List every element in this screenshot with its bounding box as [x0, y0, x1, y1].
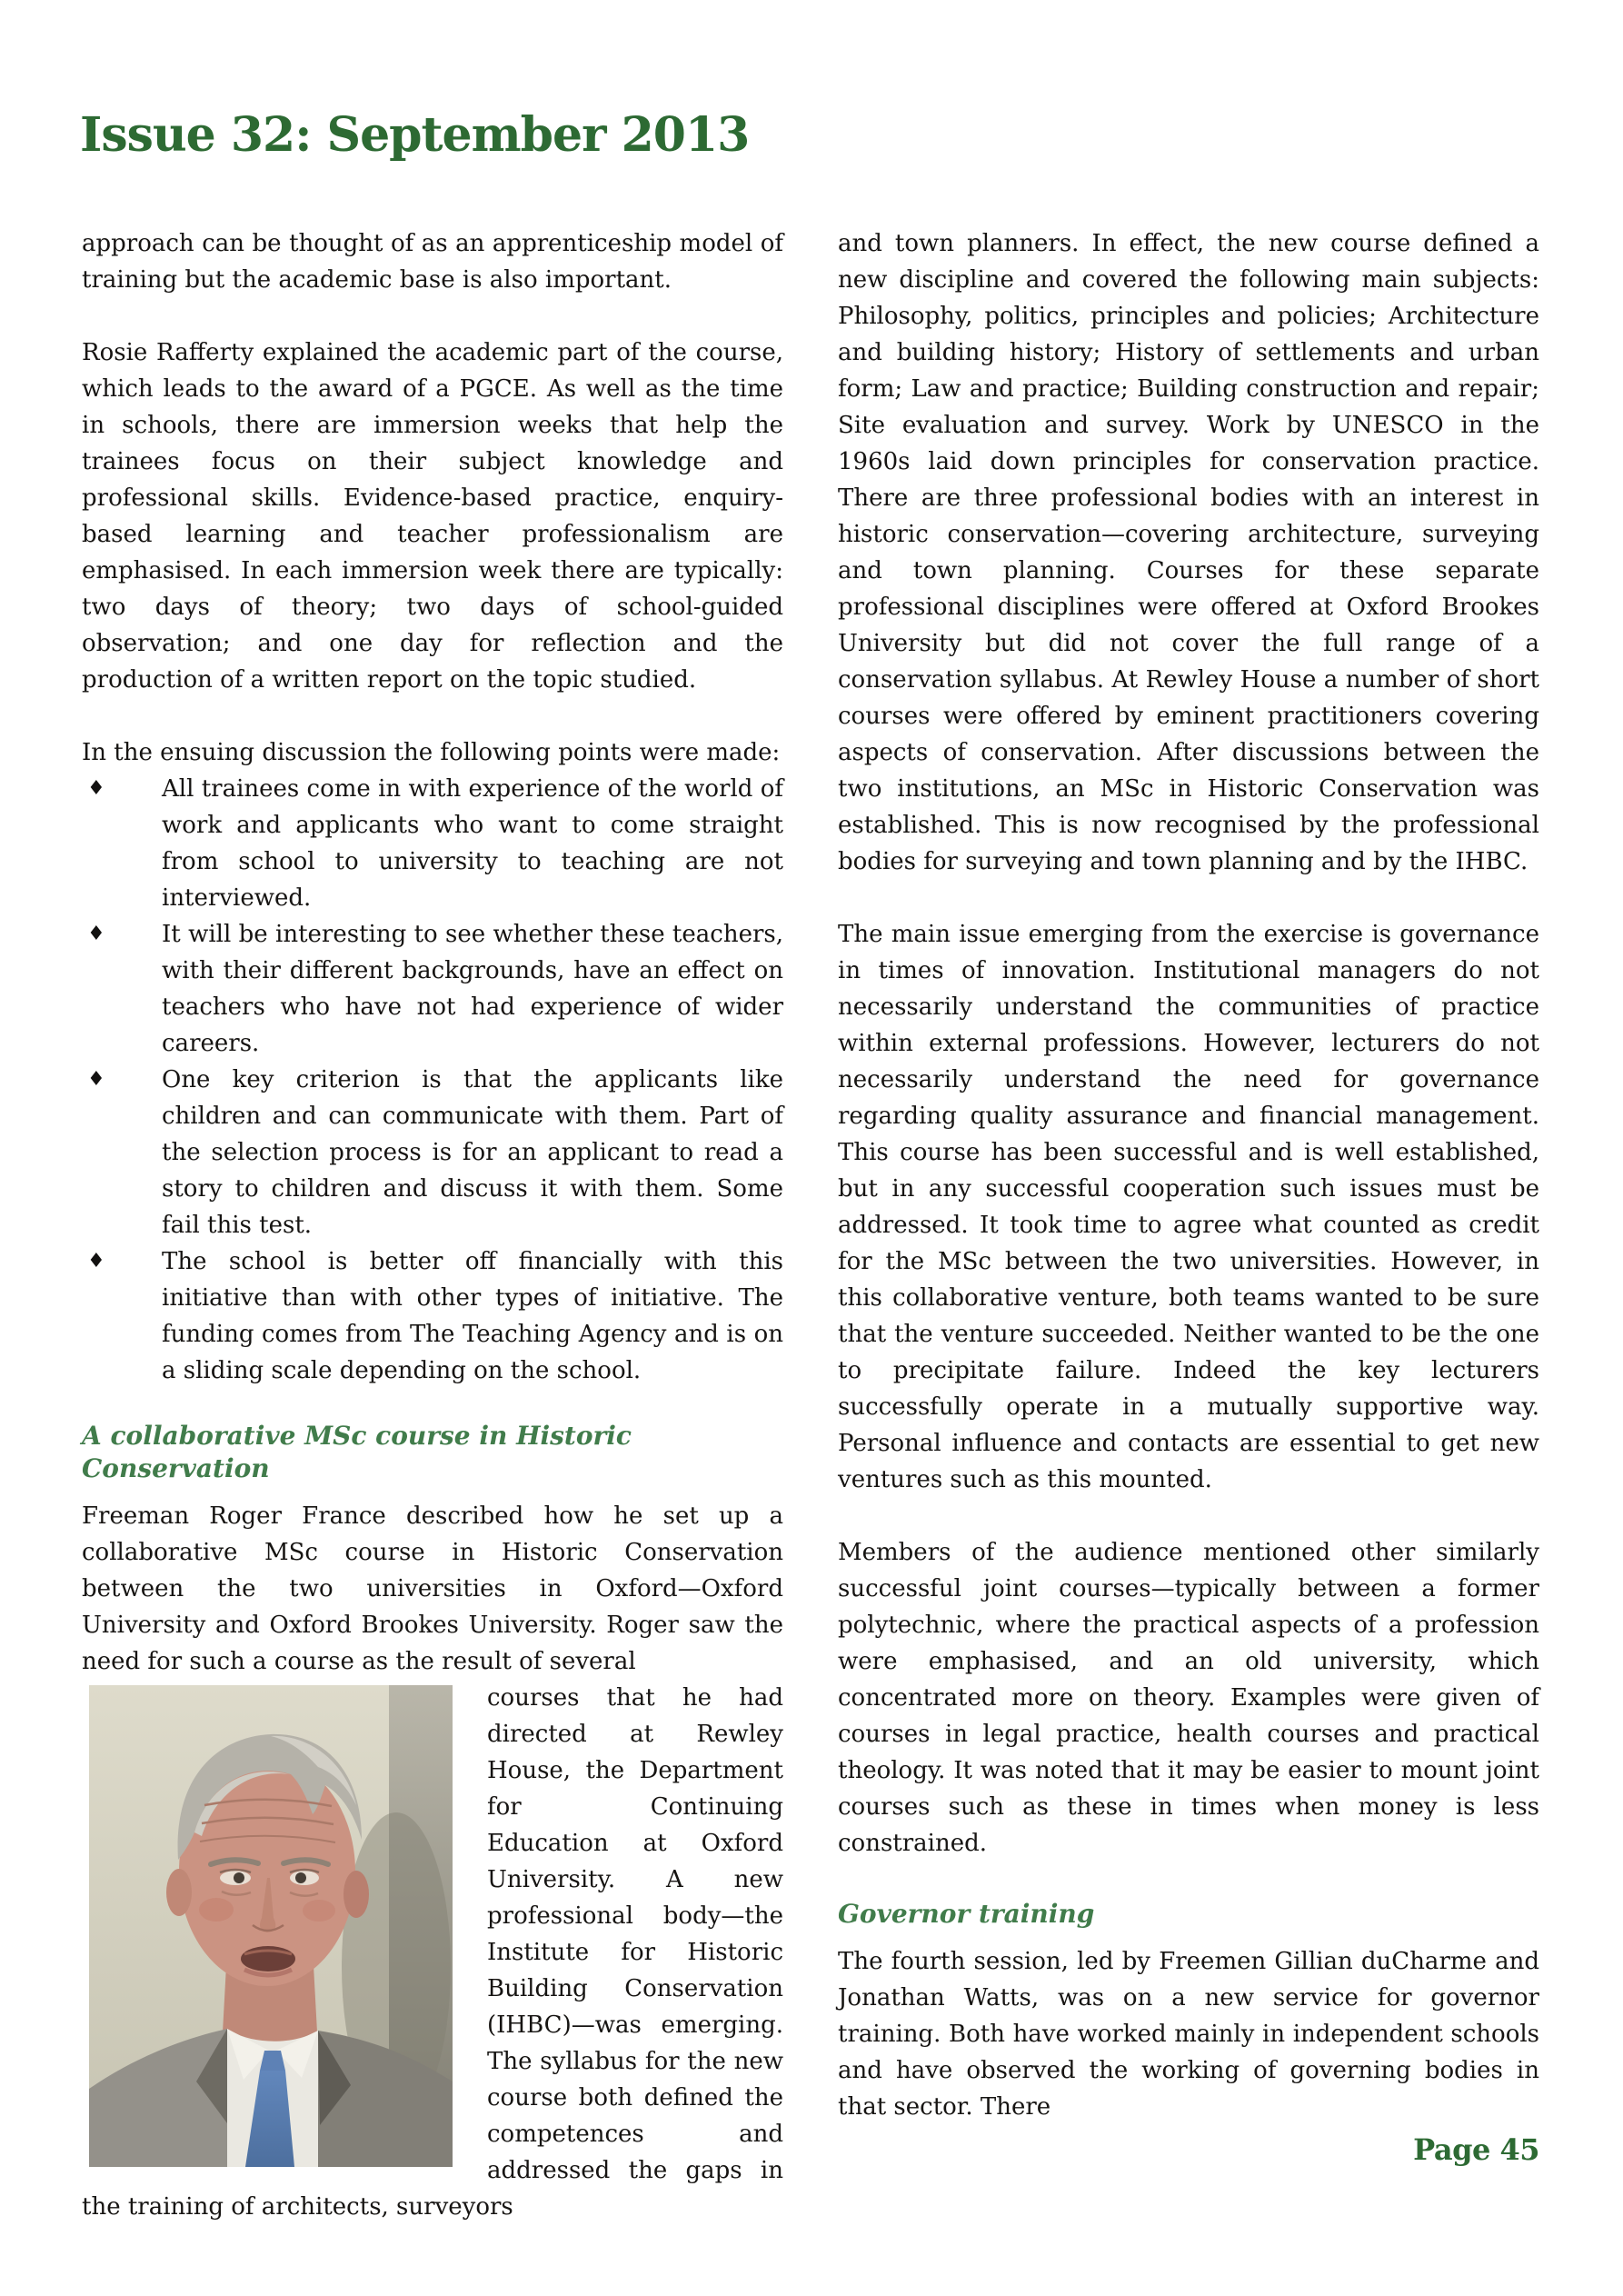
governor-training-subheading: Governor training — [838, 1899, 1095, 1929]
discussion-intro: In the ensuing discussion the following points were made: — [82, 739, 781, 766]
bullet-text: One key criterion is that the applicants like children and can communicate with them. Part of the selection process is for an applicant to read a story to children and discuss it with them. Some fail this test. — [162, 1066, 783, 1239]
paragraph-governance: The main issue emerging from the exercise is governance in times of innovation. Institutional managers do not necessarily understand the communities of practice within external professions. However, lecturers do not necessarily understand the need for governance regarding quality assurance and financial management. This course has been successful and is well established, but in any successful cooperation such issues must be addressed. It took time to agree what counted as credit for the MSc between the two universities. However, in this collaborative venture, both teams wanted to be sure that the venture succeeded. Neither wanted to be the one to precipitate failure. Indeed the key lecturers successfully operate in a mutually supportive way. Personal influence and contacts are essential to get new ventures such as this mounted. — [838, 921, 1539, 1493]
bullet-text: The school is better off financially with this initiative than with other types of initiative. The funding comes from The Teaching Agency and is on a sliding scale depending on the school. — [162, 1248, 783, 1384]
right-column — [838, 225, 1539, 2125]
msc-paragraph-intro: Freeman Roger France described how he set up a collaborative MSc course in Historic Conservation between the two universities in Oxford—Oxford University and Oxford Brookes University. Roger saw the need for such a course as the result of several — [82, 1502, 783, 1675]
diamond-bullet-icon: ♦ — [87, 1250, 105, 1273]
diamond-bullet-icon: ♦ — [87, 1068, 105, 1091]
portrait-photo-illustration — [89, 1685, 453, 2167]
diamond-bullet-icon: ♦ — [87, 923, 105, 945]
msc-paragraph-wrap-block — [82, 1680, 783, 2225]
msc-subheading: A collaborative MSc course in Historic Conservation — [82, 1421, 632, 1483]
list-item — [82, 771, 783, 916]
list-item — [82, 916, 783, 1062]
paragraph-fourth-session: The fourth session, led by Freemen Gillian duCharme and Jonathan Watts, was on a new service for governor training. Both have worked mainly in independent schools and have observed the working of governing bodies in that sector. There — [838, 1948, 1539, 2121]
paragraph-town-planners: and town planners. In effect, the new course defined a new discipline and covered the following main subjects: Philosophy, politics, principles and policies; Architecture and building history; History of settlements and urban form; Law and practice; Building construction and repair; Site evaluation and survey. Work by UNESCO in the 1960s laid down principles for conservation practice. There are three professional bodies with an interest in historic conservation—covering architecture, surveying and town planning. Courses for these separate professional disciplines were offered at Oxford Brookes University but did not cover the full range of a conservation syllabus. At Rewley House a number of short courses were offered by eminent practitioners covering aspects of conservation. After discussions between the two institutions, an MSc in Historic Conservation was established. This is now recognised by the professional bodies for surveying and town planning and by the IHBC. — [838, 230, 1539, 875]
list-item — [82, 1062, 783, 1243]
left-column — [82, 225, 783, 2225]
msc-paragraph-wrap: courses that he had directed at Rewley House, the Department for Continuing Education at Oxford University. A new professional body—the Institute for Historic Building Conservation (IHBC)—was emerging. The syllabus for the new course both defined the competences and addressed the gaps in the training of architects, surveyors — [82, 1684, 783, 2221]
diamond-bullet-icon: ♦ — [87, 777, 105, 800]
paragraph-rosie-rafferty: Rosie Rafferty explained the academic part of the course, which leads to the award of a PGCE. As well as the time in schools, there are immersion weeks that help the trainees focus on their subject knowledge and professional skills. Evidence-based practice, enquiry-based learning and teacher professionalism are emphasised. In each immersion week there are typically: two days of theory; two days of school-guided observation; and one day for reflection and the production of a written report on the topic studied. — [82, 339, 783, 694]
page-title: Issue 32: September 2013 — [80, 107, 750, 163]
portrait-photo — [89, 1685, 453, 2167]
page-number: Page 45 — [1413, 2132, 1539, 2167]
paragraph-apprenticeship: approach can be thought of as an apprenticeship model of training but the academic base is also important. — [82, 230, 783, 294]
list-item — [82, 1243, 783, 1389]
discussion-bullet-list — [82, 771, 783, 1389]
bullet-text: It will be interesting to see whether these teachers, with their different backgrounds, have an effect on teachers who have not had experience of wider careers. — [162, 921, 783, 1057]
paragraph-audience: Members of the audience mentioned other similarly successful joint courses—typically between a former polytechnic, where the practical aspects of a profession were emphasised, and an old university, which concentrated more on theory. Examples were given of courses in legal practice, health courses and practical theology. It was noted that it may be easier to mount joint courses such as these in times when money is less constrained. — [838, 1539, 1539, 1857]
bullet-text: All trainees come in with experience of the world of work and applicants who want to come straight from school to university to teaching are not interviewed. — [162, 775, 783, 912]
